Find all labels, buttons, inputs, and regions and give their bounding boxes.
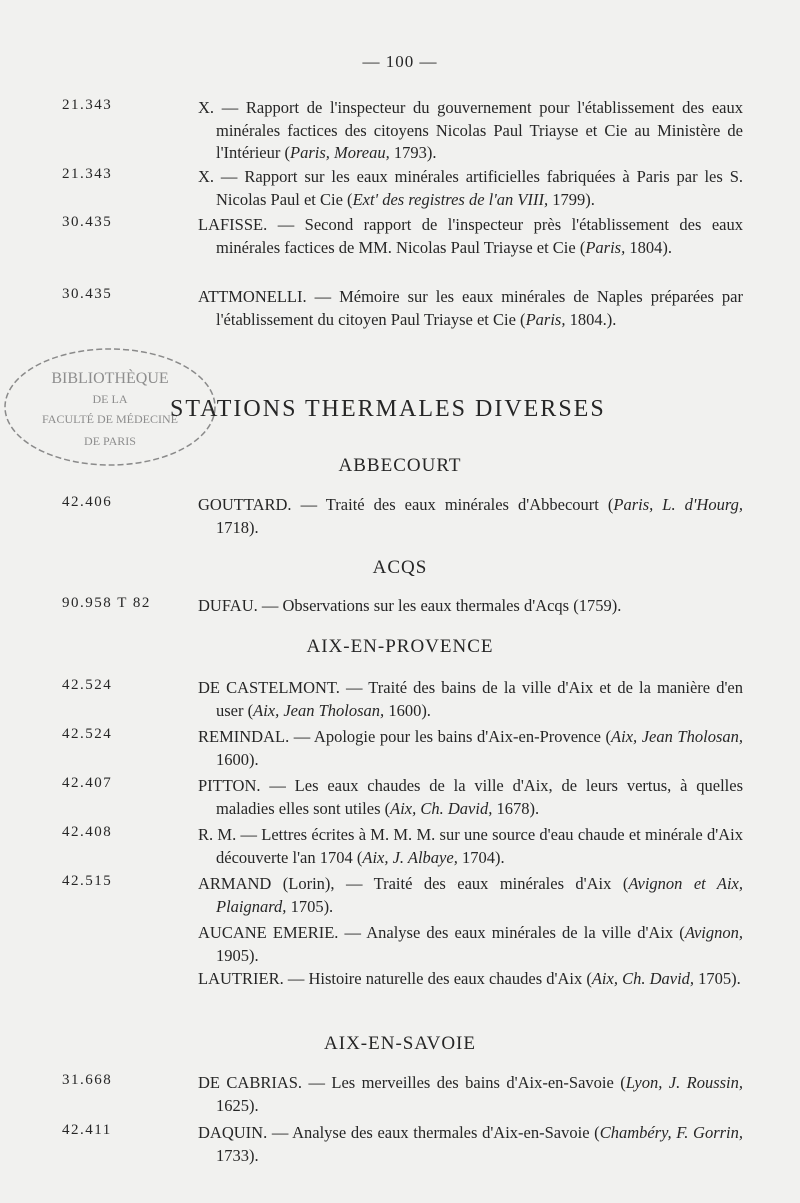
call-number: 30.435 — [62, 214, 113, 230]
entry-text: DE CASTELMONT. — Traité des bains de la ville d'Aix et de la manière d'en user (Aix, Jean Tholosan, 1600). — [198, 678, 744, 720]
stamp-line: DE PARIS — [84, 434, 136, 448]
entry-text: REMINDAL. — Apologie pour les bains d'Aix-en-Provence (Aix, Jean Tholosan, 1600). — [198, 727, 743, 769]
call-number: 42.407 — [62, 775, 113, 791]
stamp-line: DE LA — [92, 392, 128, 406]
subsection-title: ABBECOURT — [338, 455, 462, 476]
call-number: 42.411 — [62, 1122, 112, 1138]
stamp-line: FACULTÉ DE MÉDECINE — [42, 412, 178, 426]
call-number: 21.343 — [62, 97, 113, 113]
entry-text: LAUTRIER. — Histoire naturelle des eaux chaudes d'Aix (Aix, Ch. David, 1705). — [198, 969, 741, 988]
entry-text: ARMAND (Lorin), — Traité des eaux minérales d'Aix (Avignon et Aix, Plaignard, 1705). — [198, 874, 743, 916]
entry-text: X. — Rapport de l'inspecteur du gouvernement pour l'établissement des eaux minérales factices des citoyens Nicolas Paul Triayse et Cie au Ministère de l'Intérieur (Paris, Moreau, 1793). — [198, 98, 743, 162]
call-number: 42.406 — [62, 494, 113, 510]
section-title: STATIONS THERMALES DIVERSES — [170, 396, 606, 422]
call-number: 21.343 — [62, 166, 113, 182]
entry-text: ATTMONELLI. — Mémoire sur les eaux minérales de Naples préparées par l'établissement du citoyen Paul Triayse et Cie (Paris, 1804.). — [198, 287, 743, 329]
subsection-title: ACQS — [372, 557, 428, 578]
stamp-line: BIBLIOTHÈQUE — [51, 370, 169, 387]
entry-text: AUCANE EMERIE. — Analyse des eaux minérales de la ville d'Aix (Avignon, 1905). — [198, 923, 744, 965]
call-number: 31.668 — [62, 1072, 113, 1088]
call-number: 42.515 — [62, 873, 113, 889]
entry-text: DAQUIN. — Analyse des eaux thermales d'Aix-en-Savoie (Chambéry, F. Gorrin, 1733). — [198, 1123, 743, 1165]
entry-text: LAFISSE. — Second rapport de l'inspecteur près l'établissement des eaux minérales factices de MM. Nicolas Paul Triayse et Cie (Paris, 1804). — [198, 215, 743, 257]
subsection-title: AIX-EN-SAVOIE — [324, 1033, 476, 1054]
call-number: 90.958 T 82 — [62, 595, 151, 611]
call-number: 42.408 — [62, 824, 113, 840]
subsection-title: AIX-EN-PROVENCE — [306, 636, 494, 657]
entry-text: DE CABRIAS. — Les merveilles des bains d'Aix-en-Savoie (Lyon, J. Roussin, 1625). — [198, 1073, 743, 1115]
call-number: 42.524 — [62, 726, 113, 742]
page-number: — 100 — — [362, 52, 438, 71]
entry-text: DUFAU. — Observations sur les eaux thermales d'Acqs (1759). — [198, 596, 622, 615]
entry-text: R. M. — Lettres écrites à M. M. M. sur une source d'eau chaude et minérale d'Aix découverte l'an 1704 (Aix, J. Albaye, 1704). — [198, 825, 743, 867]
call-number: 30.435 — [62, 286, 113, 302]
entry-text: X. — Rapport sur les eaux minérales artificielles fabriquées à Paris par les S. Nicolas Paul et Cie (Ext' des registres de l'an VIII, 1799). — [198, 167, 743, 209]
call-number: 42.524 — [62, 677, 113, 693]
entry-text: GOUTTARD. — Traité des eaux minérales d'Abbecourt (Paris, L. d'Hourg, 1718). — [198, 495, 744, 537]
entry-text: PITTON. — Les eaux chaudes de la ville d'Aix, de leurs vertus, à quelles maladies elles sont utiles (Aix, Ch. David, 1678). — [198, 776, 743, 818]
